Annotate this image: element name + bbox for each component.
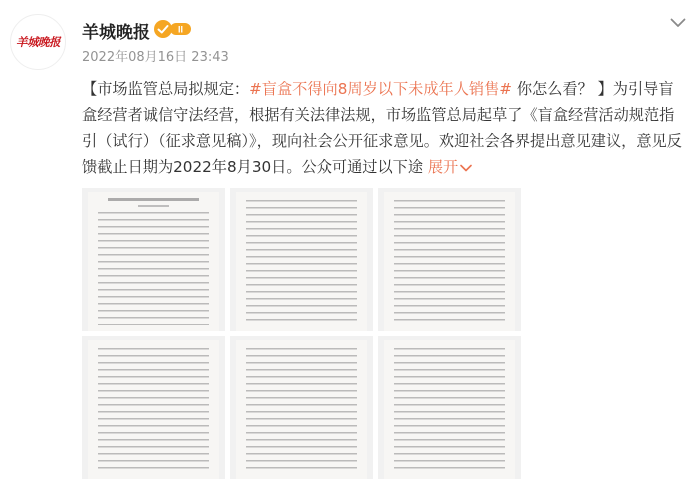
image-thumbnail[interactable]	[230, 336, 373, 479]
expand-label: 展开	[427, 158, 459, 176]
image-thumbnail[interactable]	[230, 188, 373, 331]
document-page-image	[384, 192, 515, 331]
chevron-down-icon	[460, 164, 472, 172]
post-time[interactable]: 2022年08月16日 23:43	[82, 50, 229, 65]
vip-badge-level: II	[177, 24, 184, 35]
document-page-image	[384, 340, 515, 479]
expand-link[interactable]	[428, 158, 472, 176]
image-thumbnail[interactable]	[378, 336, 521, 479]
hashtag-link[interactable]: #盲盒不得向8周岁以下未成年人销售#	[249, 80, 512, 98]
image-thumbnail[interactable]	[82, 336, 225, 479]
image-grid	[82, 188, 524, 499]
image-thumbnail[interactable]	[378, 188, 521, 331]
document-page-image	[236, 340, 367, 479]
post-text	[82, 76, 687, 180]
post-text-intro: 【市场监管总局拟规定：	[82, 80, 250, 98]
post-header	[0, 0, 699, 64]
post-menu-button[interactable]	[667, 14, 689, 32]
image-thumbnail[interactable]	[82, 188, 225, 331]
document-page-image	[88, 340, 219, 479]
avatar[interactable]	[10, 14, 66, 70]
document-page-image	[88, 192, 219, 331]
vip-badge-icon[interactable]	[153, 19, 193, 39]
author-name[interactable]: 羊城晚报	[82, 23, 150, 43]
document-page-image	[236, 192, 367, 331]
avatar-logo: 羊城晚报	[16, 35, 60, 49]
chevron-down-icon	[670, 18, 686, 28]
post-text-body: 你怎么看？ 】为引导盲盒经营者诚信守法经营，根据有关法律法规，市场监管总局起草了《盲盒经营活动规范指引（试行）（征求意见稿）》，现向社会公开征求意见。欢迎社会各界提出意见建议，意见反馈截止日期为2022年8月30日。公众可通过以下途	[82, 80, 682, 176]
